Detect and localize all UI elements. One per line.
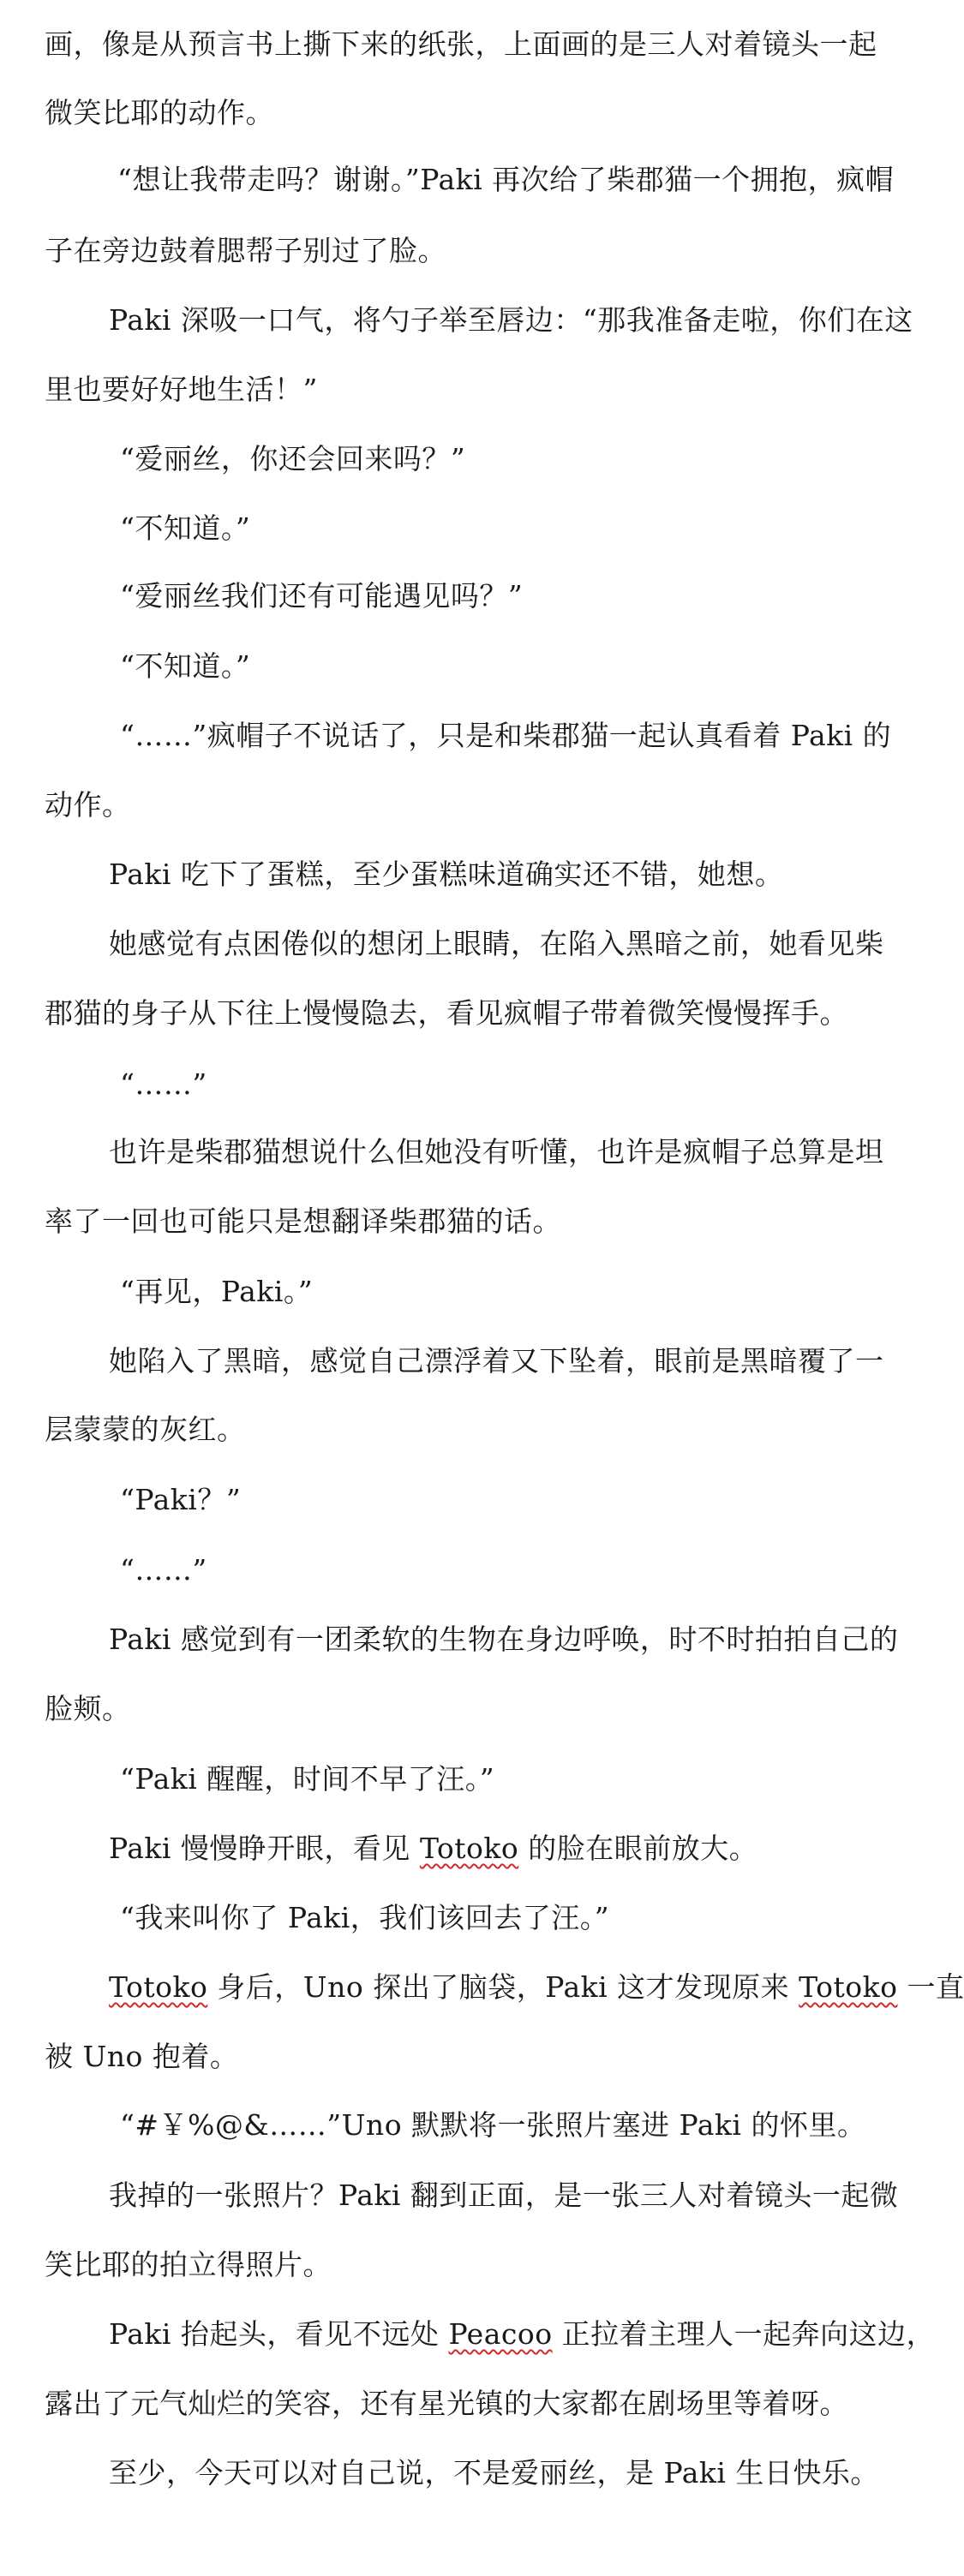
text-line <box>45 2031 925 2083</box>
text-line <box>120 433 925 485</box>
text-line <box>120 2100 925 2151</box>
text-segment: 一直 <box>897 1970 964 2004</box>
text-segment: “想让我带走吗？谢谢。”Paki 再次给了柴郡猫一个拥抱，疯帽 <box>117 163 895 196</box>
text-line <box>45 2378 925 2430</box>
text-segment: 层蒙蒙的灰红。 <box>45 1413 246 1446</box>
text-line <box>120 1474 925 1526</box>
text-segment: “……” <box>120 1553 207 1587</box>
text-line <box>120 710 925 762</box>
text-segment: 我掉的一张照片？Paki 翻到正面，是一张三人对着镜头一起微 <box>109 2179 899 2212</box>
text-line <box>120 1892 925 1944</box>
text-segment: 笑比耶的拍立得照片。 <box>45 2248 332 2281</box>
text-line <box>109 295 925 346</box>
text-line <box>120 1266 925 1318</box>
text-segment: “Paki？” <box>120 1483 242 1516</box>
text-segment: “……”疯帽子不说话了，只是和柴郡猫一起认真看着 Paki 的 <box>120 719 892 752</box>
text-line <box>45 225 925 277</box>
text-line <box>120 503 925 554</box>
text-line <box>120 641 925 692</box>
text-segment: “爱丽丝我们还有可能遇见吗？” <box>120 579 524 613</box>
text-line <box>45 1683 925 1735</box>
text-segment: Paki 吃下了蛋糕，至少蛋糕味道确实还不错，她想。 <box>109 858 784 891</box>
text-segment: 里也要好好地生活！” <box>45 373 318 406</box>
text-line <box>109 1614 925 1665</box>
text-segment: 她陷入了黑暗，感觉自己漂浮着又下坠着，眼前是黑暗覆了一 <box>109 1344 884 1378</box>
spellcheck-flagged-word: Totoko <box>799 1970 898 2004</box>
text-line <box>45 988 925 1039</box>
text-segment: “……” <box>120 1067 207 1101</box>
text-line <box>45 780 925 831</box>
spellcheck-flagged-word: Totoko <box>419 1832 519 1865</box>
text-segment: 正拉着主理人一起奔向这边， <box>552 2317 936 2351</box>
text-segment: “不知道。” <box>120 511 251 545</box>
text-line <box>109 2309 936 2360</box>
text-line <box>45 1404 925 1455</box>
text-segment: 动作。 <box>45 788 131 822</box>
text-line <box>109 918 925 970</box>
text-segment: “Paki 醒醒，时间不早了汪。” <box>120 1762 495 1796</box>
text-line <box>109 1962 964 2013</box>
text-segment: “#￥%@&……”Uno 默默将一张照片塞进 Paki 的怀里。 <box>120 2108 866 2142</box>
text-segment: “再见，Paki。” <box>120 1275 314 1308</box>
text-segment: Paki 抬起头，看见不远处 <box>109 2317 449 2351</box>
text-line <box>45 19 925 70</box>
text-line <box>120 571 925 622</box>
text-segment: 子在旁边鼓着腮帮子别过了脸。 <box>45 234 446 267</box>
text-segment: “不知道。” <box>120 649 251 683</box>
text-line <box>45 2239 925 2291</box>
text-segment: “我来叫你了 Paki，我们该回去了汪。” <box>120 1901 610 1934</box>
text-line <box>109 1823 925 1874</box>
text-line <box>109 2447 925 2499</box>
text-segment: Paki 深吸一口气，将勺子举至唇边：“那我准备走啦，你们在这 <box>109 303 913 337</box>
text-segment: 她感觉有点困倦似的想闭上眼睛，在陷入黑暗之前，她看见柴 <box>109 927 884 960</box>
text-segment: 露出了元气灿烂的笑容，还有星光镇的大家都在剧场里等着呀。 <box>45 2387 848 2420</box>
text-line <box>45 1196 925 1247</box>
text-line <box>109 2170 925 2221</box>
text-line <box>109 1127 925 1178</box>
text-line <box>45 87 925 139</box>
text-segment: 被 Uno 抱着。 <box>45 2040 239 2073</box>
text-segment: 至少，今天可以对自己说，不是爱丽丝，是 Paki 生日快乐。 <box>109 2456 879 2489</box>
text-line <box>120 1754 925 1805</box>
spellcheck-flagged-word: Totoko <box>109 1970 208 2004</box>
text-line <box>45 364 925 415</box>
spellcheck-flagged-word: Peacoo <box>448 2317 553 2351</box>
text-segment: Paki 慢慢睁开眼，看见 <box>109 1832 420 1865</box>
text-segment: 率了一回也可能只是想翻译柴郡猫的话。 <box>45 1204 561 1238</box>
text-line <box>117 154 925 206</box>
text-segment: 身后，Uno 探出了脑袋，Paki 这才发现原来 <box>207 1970 799 2004</box>
text-segment: 脸颊。 <box>45 1692 131 1725</box>
text-segment: “爱丽丝，你还会回来吗？” <box>120 442 466 475</box>
text-line <box>120 1545 925 1596</box>
text-segment: 画，像是从预言书上撕下来的纸张，上面画的是三人对着镜头一起 <box>45 27 877 61</box>
text-segment: 也许是柴郡猫想说什么但她没有听懂，也许是疯帽子总算是坦 <box>109 1135 884 1168</box>
text-line <box>120 1059 925 1110</box>
text-segment: 的脸在眼前放大。 <box>518 1832 758 1865</box>
text-line <box>109 1336 925 1387</box>
text-segment: Paki 感觉到有一团柔软的生物在身边呼唤，时不时拍拍自己的 <box>109 1623 899 1656</box>
text-line <box>109 849 925 900</box>
text-segment: 郡猫的身子从下往上慢慢隐去，看见疯帽子带着微笑慢慢挥手。 <box>45 996 848 1030</box>
text-segment: 微笑比耶的动作。 <box>45 96 274 129</box>
